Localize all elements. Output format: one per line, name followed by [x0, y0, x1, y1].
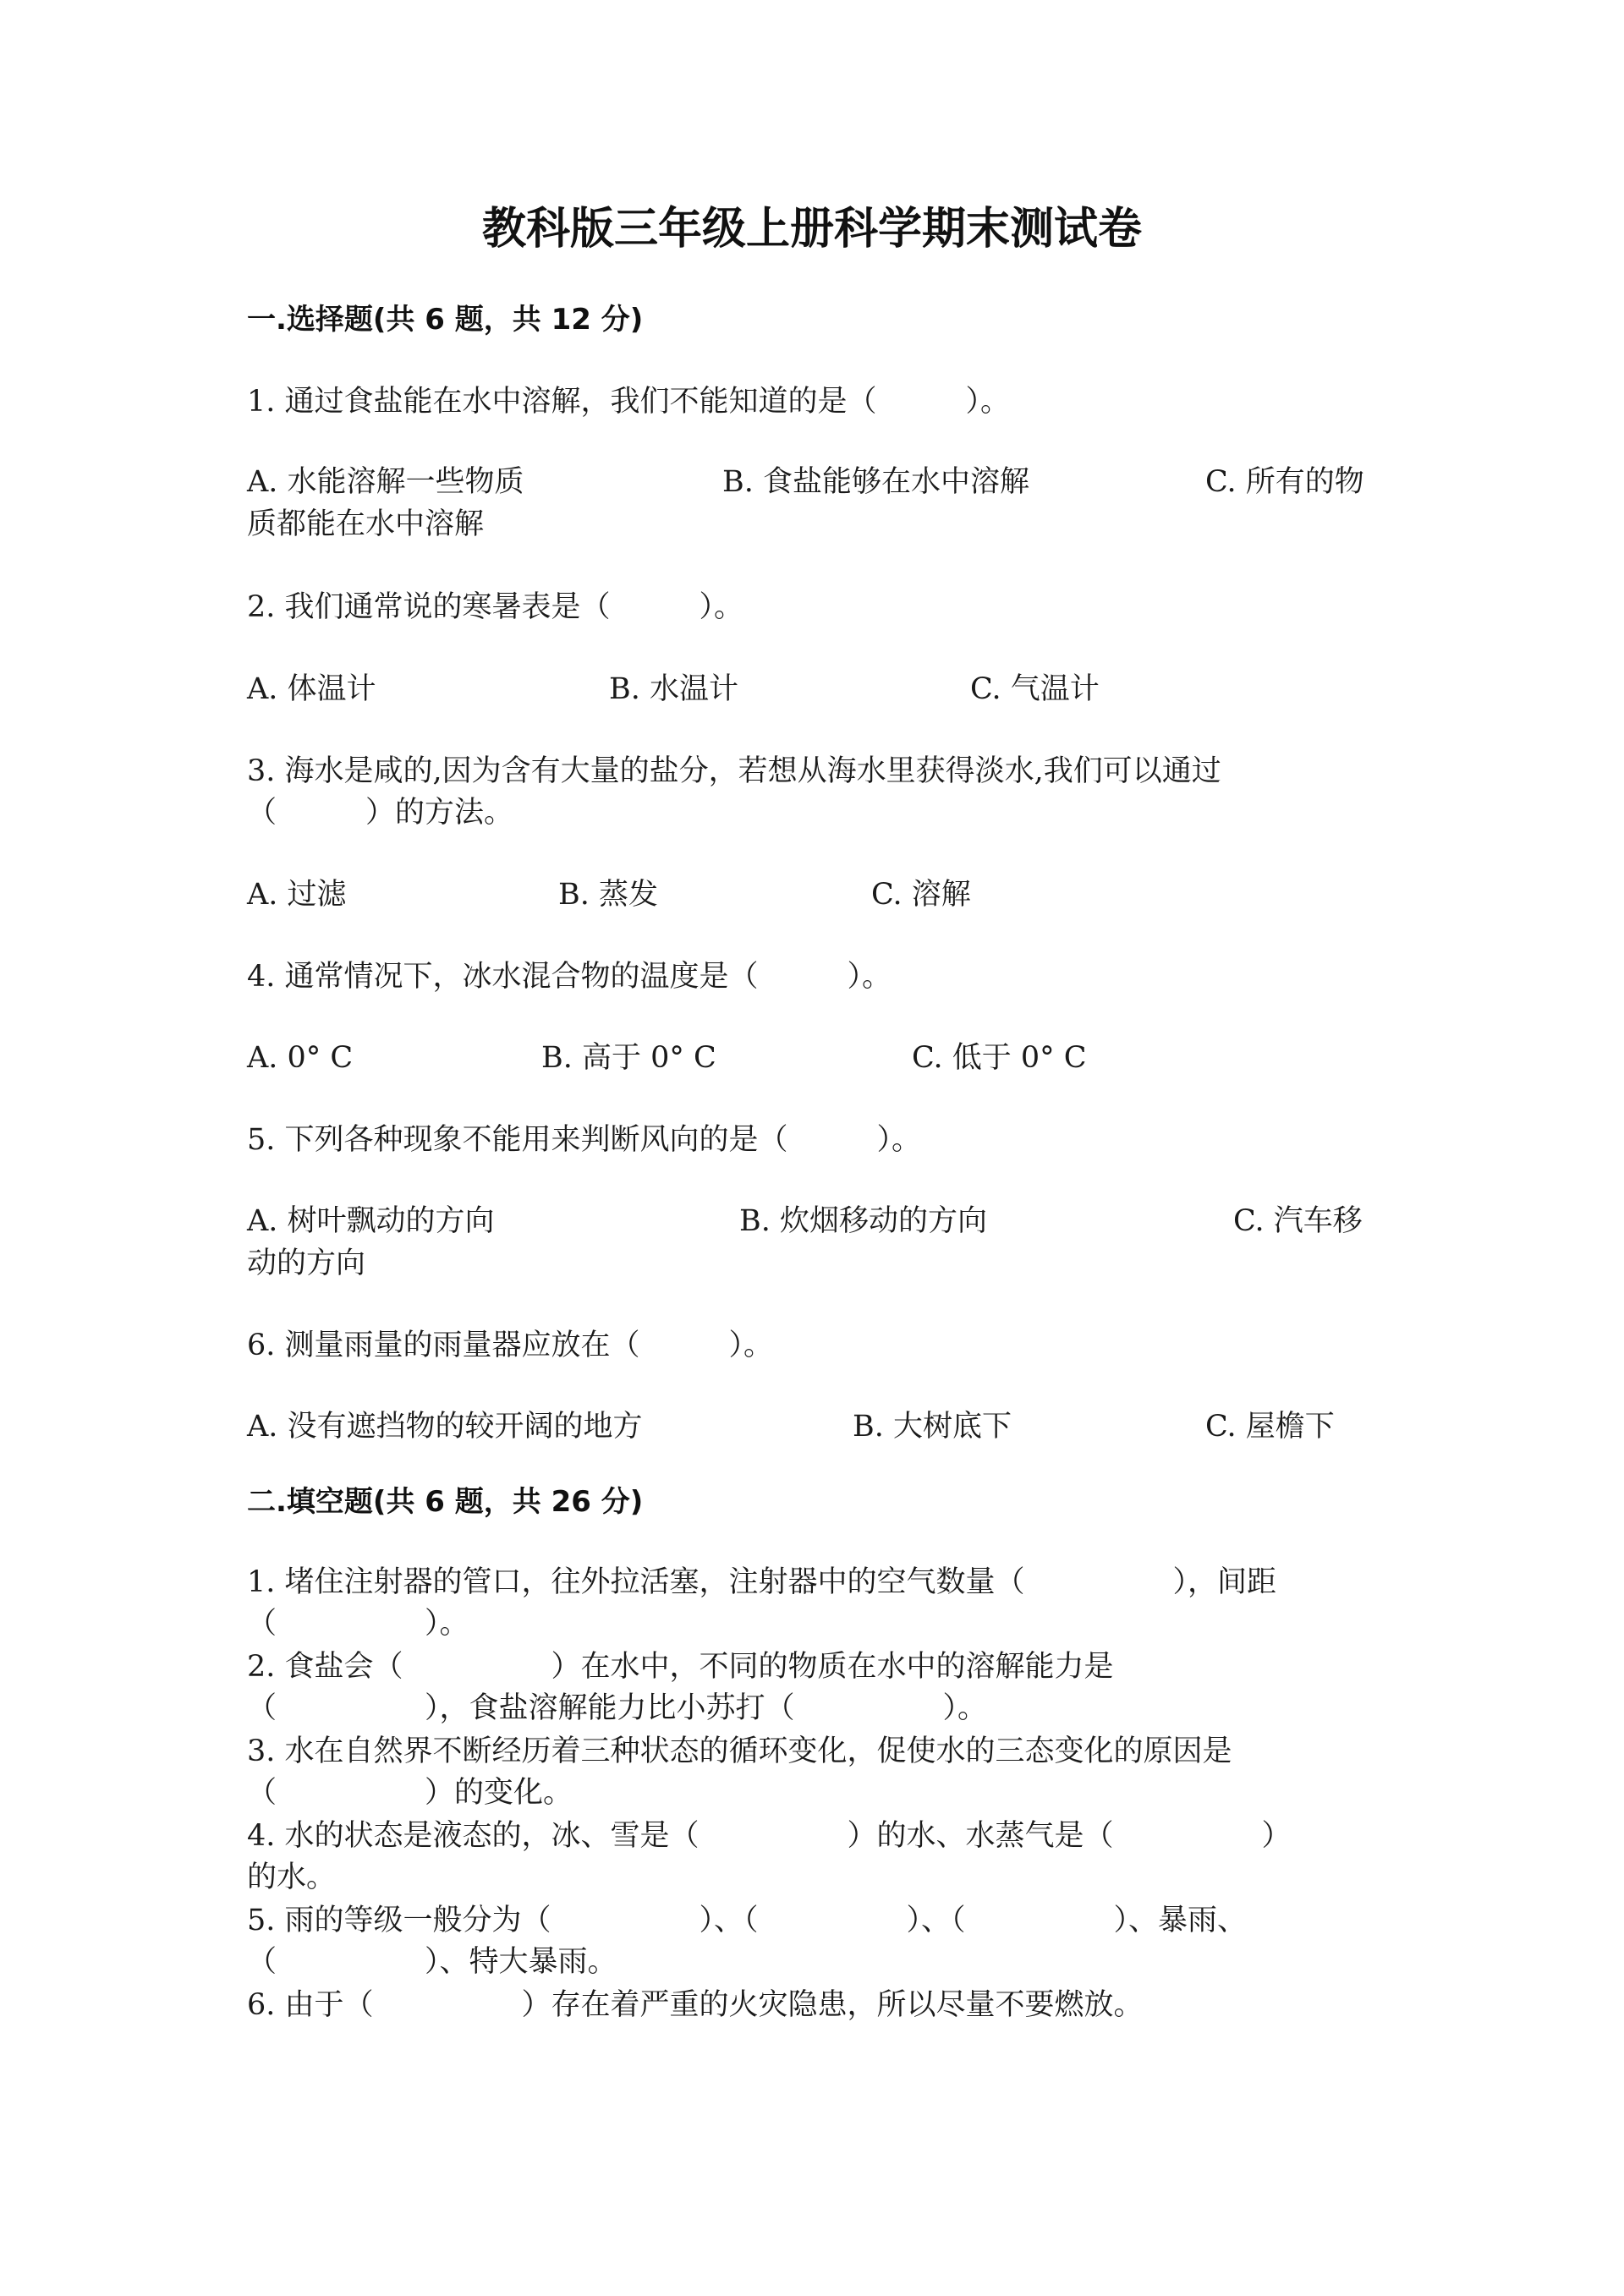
fill-line: 6. 由于（ ）存在着严重的火灾隐患，所以尽量不要燃放。: [247, 1988, 1144, 2022]
option-a: A. 0° C: [247, 1041, 354, 1075]
question-stem: 3. 海水是咸的,因为含有大量的盐分，若想从海水里获得淡水,我们可以通过: [247, 754, 1221, 788]
option-c: C. 气温计: [970, 672, 1100, 706]
question-options: [247, 668, 1397, 710]
fill-line: 的水。: [247, 1860, 337, 1894]
fill-line: （ ），食盐溶解能力比小苏打（ ）。: [247, 1691, 988, 1725]
question-options: [247, 874, 1397, 916]
page-title: 教科版三年级上册科学期末测试卷: [481, 204, 1142, 255]
question-stem: 6. 测量雨量的雨量器应放在（ ）。: [247, 1329, 774, 1362]
question-stem: 1. 通过食盐能在水中溶解，我们不能知道的是（ ）。: [247, 385, 1011, 419]
option-b: B. 炊烟移动的方向: [739, 1204, 987, 1238]
question-stem-continued: （ ）的方法。: [247, 796, 514, 830]
option-b: B. 食盐能够在水中溶解: [722, 465, 1029, 499]
option-c: C. 屋檐下: [1205, 1410, 1335, 1444]
question-stem: 2. 我们通常说的寒暑表是（ ）。: [247, 590, 744, 624]
option-c: C. 低于 0° C: [912, 1041, 1087, 1075]
question-stem: 4. 通常情况下，冰水混合物的温度是（ ）。: [247, 960, 892, 994]
option-b: B. 蒸发: [558, 878, 658, 912]
option-a: A. 过滤: [247, 878, 347, 912]
option-a: A. 水能溶解一些物质: [247, 465, 524, 499]
option-b: B. 水温计: [609, 672, 738, 706]
option-c: C. 所有的物: [1205, 465, 1364, 499]
fill-line: 4. 水的状态是液态的，冰、雪是（ ）的水、水蒸气是（ ）: [247, 1819, 1292, 1853]
fill-line: （ ）的变化。: [247, 1776, 573, 1810]
option-a: A. 没有遮挡物的较开阔的地方: [247, 1410, 643, 1444]
option-b: B. 高于 0° C: [541, 1041, 716, 1075]
option-a: A. 树叶飘动的方向: [247, 1204, 495, 1238]
question-options: [247, 1200, 1397, 1285]
fill-line: 5. 雨的等级一般分为（ ）、（ ）、（ ）、暴雨、: [247, 1904, 1248, 1937]
option-c-continued: 质都能在水中溶解: [247, 507, 485, 541]
question-stem: 5. 下列各种现象不能用来判断风向的是（ ）。: [247, 1123, 922, 1157]
option-c: C. 溶解: [871, 878, 971, 912]
option-c-continued: 动的方向: [247, 1247, 366, 1280]
fill-line: 1. 堵住注射器的管口，往外拉活塞，注射器中的空气数量（ ），间距: [247, 1565, 1277, 1599]
option-b: B. 大树底下: [853, 1410, 1012, 1444]
question-options: [247, 1406, 1397, 1448]
question-options: [247, 461, 1397, 545]
fill-line: 3. 水在自然界不断经历着三种状态的循环变化，促使水的三态变化的原因是: [247, 1734, 1232, 1768]
fill-line: （ ）。: [247, 1607, 469, 1641]
option-c: C. 汽车移: [1233, 1204, 1363, 1238]
fill-line: （ ）、特大暴雨。: [247, 1945, 617, 1979]
section-heading-fill-in: 二.填空题(共 6 题，共 26 分): [247, 1485, 644, 1519]
section-heading-multiple-choice: 一.选择题(共 6 题，共 12 分): [247, 303, 644, 337]
fill-line: 2. 食盐会（ ）在水中，不同的物质在水中的溶解能力是: [247, 1650, 1114, 1684]
option-a: A. 体温计: [247, 672, 376, 706]
question-options: [247, 1037, 1397, 1079]
